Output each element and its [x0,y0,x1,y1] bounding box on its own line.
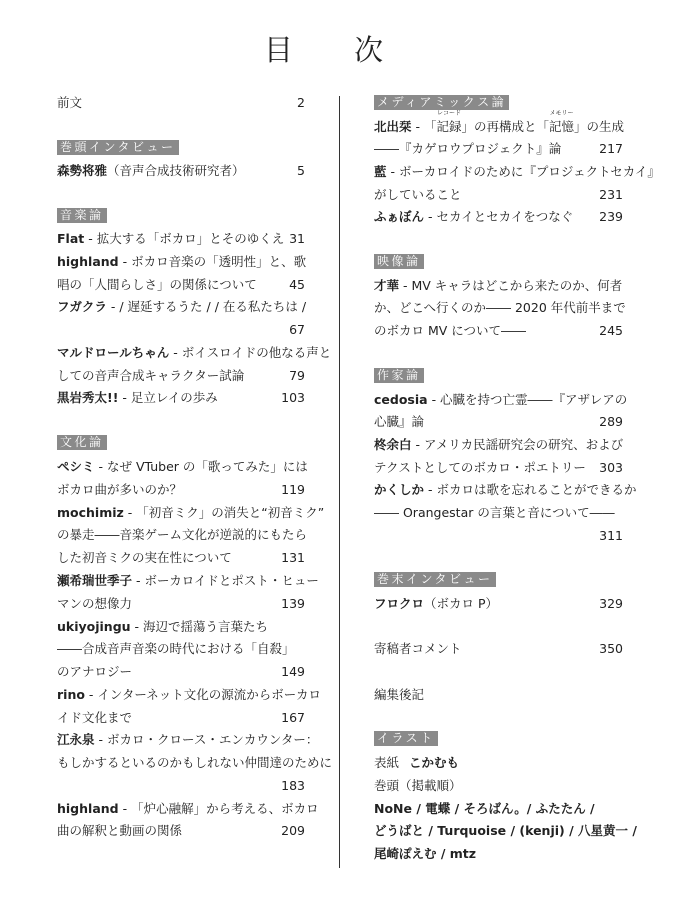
page-number: 5 [297,163,305,178]
entry-author: マルドロールちゃん [57,345,170,360]
entry-author: mochimiz [57,505,124,520]
entry-author: 藍 [374,164,387,179]
page-number: 350 [599,641,623,656]
entry-text: 曲の解釈と動画の関係 [57,823,183,838]
page-number: 311 [599,528,623,543]
entry-author: rino [57,687,85,702]
toc-entry-afterword[interactable] [374,686,623,703]
toc-entry-kanmatsu[interactable] [374,595,623,612]
entry-text: マンの想像力 [57,596,133,611]
entry-author: ふぁぼん [374,209,425,224]
toc-entry-bunka-5-cont[interactable] [57,709,305,726]
entry-text: - 「炉心融解」から考える、ボカロ [118,801,319,816]
page-number: 103 [281,390,305,405]
entry-author: 森勢将雅 [57,163,108,178]
entry-author: 北出栞 [374,119,412,134]
entry-text: のボカロ MV について―― [374,323,527,338]
toc-entry-bunka-7[interactable] [57,800,319,817]
toc-entry-eizou[interactable] [374,277,623,294]
page-number: 217 [599,141,623,156]
entry-text: - ボーカロイドのために『プロジェクトセカイ』 [386,164,660,179]
ruby-base: 記録 [436,119,462,134]
page-number: 131 [281,550,305,565]
entry-text: ――合成音声音楽の時代における「自殺」 [57,641,295,656]
entry-author: ペシミ [57,459,95,474]
cover-label: 表紙 [374,755,400,770]
toc-entry-kanto[interactable] [57,162,305,179]
entry-text: のアナロジー [57,664,133,679]
entry-author: 才華 [374,278,400,293]
entry-author: 江永泉 [57,732,95,747]
section-heading-eizou: 映像論 [374,254,424,269]
illust-kanto-label: 巻頭（掲載順） [374,778,462,793]
toc-entry-sakka-2-cont[interactable] [374,459,623,476]
entry-text: - インターネット文化の源流からボーカロ [84,687,322,702]
entry-text: イド文化まで [57,710,133,725]
toc-entry-ongaku-4[interactable] [57,344,332,361]
page-number: 79 [289,368,305,383]
toc-entry-bunka-5[interactable] [57,686,322,703]
page-number: 149 [281,664,305,679]
toc-entry-media-2-cont[interactable] [374,186,623,203]
toc-entry-bunka-4-cont2[interactable] [57,663,305,680]
section-heading-bunka: 文化論 [57,435,107,450]
toc-entry-bunka-3-cont[interactable] [57,595,305,612]
page-number: 67 [289,322,305,337]
toc-entry-bunka-6[interactable] [57,731,319,748]
toc-entry-media-2[interactable] [374,163,660,180]
toc-entry-bunka-2-cont2[interactable] [57,549,305,566]
entry-text: - ボカロは歌を忘れることができるか [424,482,637,497]
toc-entry-sakka-2[interactable] [374,436,623,453]
column-divider [339,96,340,868]
ruby-text: レコード [436,110,461,117]
section-heading-sakka: 作家論 [374,368,424,383]
entry-label: 編集後記 [374,687,425,702]
toc-entry-bunka-3[interactable] [57,572,319,589]
entry-author: 黒岩秀太!! [57,390,119,405]
toc-entry-ongaku-1[interactable] [57,230,305,247]
entry-author: フガクラ [57,299,107,314]
section-heading-kanto-interview: 巻頭インタビュー [57,140,179,155]
page-number: 231 [599,187,623,202]
toc-entry-media-3[interactable] [374,208,623,225]
entry-text: - ボカロ音楽の「透明性」と、歌 [118,254,307,269]
toc-entry-sakka-1[interactable] [374,391,628,408]
entry-text: がしていること [374,187,462,202]
entry-author: 瀬希瑞世季子 [57,573,133,588]
toc-entry-media-1[interactable] [374,110,625,135]
entry-author: cedosia [374,392,428,407]
toc-entry-ongaku-5[interactable] [57,389,305,406]
entry-text: ―― Orangestar の言葉と音について―― [374,505,615,520]
ruby-kiroku [436,110,462,135]
illust-artists-line-1: NoNe / 電蝶 / そろばん。/ ふたたん / [374,801,595,816]
entry-text: - ボカロ・クロース・エンカウンター： [94,732,319,747]
page-number: 45 [289,277,305,292]
ruby-text: メモリー [549,110,574,117]
entry-text: - 海辺で揺蕩う言葉たち [130,619,269,634]
toc-entry-ongaku-2-cont[interactable] [57,276,305,293]
entry-label: 寄稿者コメント [374,641,462,656]
page-number: 167 [281,710,305,725]
entry-sub: （ボカロ P） [424,596,499,611]
page-number: 2 [297,95,305,110]
page-number: 239 [599,209,623,224]
entry-author: 柊余白 [374,437,412,452]
entry-author: かくしか [374,482,425,497]
entry-text: 心臓』論 [374,414,425,429]
toc-entry-bunka-6-cont[interactable] [57,754,333,771]
ruby-kioku [549,110,575,135]
entry-text: - / 遅延するうた / / 在る私たちは / [106,299,307,314]
toc-entry-bunka-2-cont[interactable] [57,526,308,543]
toc-entry-sakka-3-cont[interactable] [374,504,623,521]
illust-artists-line-2: どうばと / Turquoise / (kenji) / 八星黄一 / [374,823,637,838]
page-number: 139 [281,596,305,611]
toc-entry-ongaku-4-cont[interactable] [57,367,305,384]
page-number: 289 [599,414,623,429]
toc-entry-bunka-7-cont[interactable] [57,822,305,839]
entry-author: フロクロ [374,596,425,611]
entry-text: - MV キャラはどこから来たのか、何者 [399,278,623,293]
entry-text: - 「 [411,119,437,134]
page-number: 183 [281,778,305,793]
section-heading-media-mix: メディアミックス論 [374,95,509,110]
toc-entry-ongaku-3[interactable] [57,298,305,315]
toc-entry-eizou-cont[interactable] [374,299,626,316]
entry-text: の暴走――音楽ゲーム文化が逆説的にもたら [57,527,308,542]
entry-text: か、どこへ行くのか―― 2020 年代前半まで [374,300,626,315]
illust-cover [374,754,623,771]
entry-author: highland [57,254,119,269]
entry-text: - 拡大する「ボカロ」とそのゆくえ [84,231,285,246]
toc-entry-bunka-1[interactable] [57,458,308,475]
entry-text: しての音声合成キャラクター試論 [57,368,245,383]
page-title: 目 次 [263,33,410,67]
entry-text: 唱の「人間らしさ」の関係について [57,277,257,292]
toc-entry-ongaku-2[interactable] [57,253,305,270]
section-heading-kanmatsu-interview: 巻末インタビュー [374,572,496,587]
entry-sub: （音声合成技術研究者） [107,163,245,178]
entry-author: Flat [57,231,85,246]
entry-text: - なぜ VTuber の「歌ってみた」には [94,459,308,474]
entry-text: - ボーカロイドとポスト・ヒュー [132,573,319,588]
toc-entry-bunka-4[interactable] [57,618,305,635]
entry-text: テクストとしてのボカロ・ポエトリー [374,460,586,475]
entry-author: highland [57,801,119,816]
entry-text: ――『カゲロウプロジェクト』論 [374,141,562,156]
entry-text: した初音ミクの実在性について [57,550,232,565]
entry-text: もしかするといるのかもしれない仲間達のために [57,755,333,770]
entry-text: - ボイスロイドの他なる声と [169,345,332,360]
entry-text: - 「初音ミク」の消失と“初音ミク” [123,505,325,520]
section-heading-ongaku: 音楽論 [57,208,107,223]
entry-text: - 足立レイの歩み [118,390,218,405]
page-number: 119 [281,482,305,497]
entry-text: - 心臓を持つ亡霊――『アザレアの [427,392,628,407]
entry-author: ukiyojingu [57,619,131,634]
page-number: 303 [599,460,623,475]
entry-text: - セカイとセカイをつなぐ [424,209,574,224]
entry-text: 」の再構成と「 [461,119,550,134]
illust-artists-line-3: 尾崎ぽえむ / mtz [374,846,477,861]
toc-entry-sakka-1-cont[interactable] [374,413,623,430]
toc-entry-bunka-1-cont[interactable] [57,481,305,498]
cover-artist: こかむも [409,755,460,770]
entry-text: ボカロ曲が多いのか？ [57,482,183,497]
page-number: 245 [599,323,623,338]
entry-label: 前文 [57,95,83,110]
page-number: 209 [281,823,305,838]
page-number: 329 [599,596,623,611]
toc-entry-sakka-3[interactable] [374,481,637,498]
ruby-base: 記憶 [549,119,575,134]
toc-entry-bunka-4-cont[interactable] [57,640,305,657]
page-number: 31 [289,231,305,246]
section-heading-illust: イラスト [374,731,438,746]
entry-text: - アメリカ民謡研究会の研究、および [411,437,624,452]
toc-entry-eizou-cont2[interactable] [374,322,623,339]
entry-text: 」の生成 [574,119,625,134]
toc-entry-contributor-comments[interactable] [374,640,623,657]
toc-entry-bunka-2[interactable] [57,504,325,521]
toc-entry-media-1-cont[interactable] [374,140,623,157]
toc-entry-maegaki[interactable] [57,94,305,111]
